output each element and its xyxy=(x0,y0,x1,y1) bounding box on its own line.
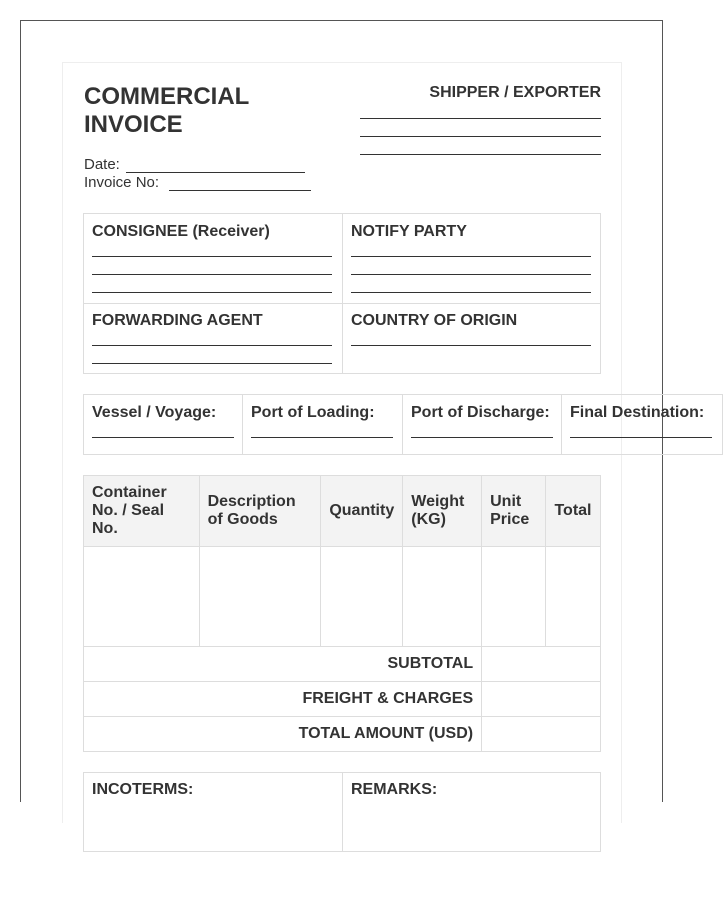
header-weight: Weight (KG) xyxy=(403,476,482,547)
incoterms-label: INCOTERMS: xyxy=(92,781,194,798)
title-line-1: COMMERCIAL xyxy=(84,83,250,110)
consignee-line-1[interactable] xyxy=(92,256,332,257)
notify-party-label: NOTIFY PARTY xyxy=(351,223,467,240)
invoice-no-label: Invoice No: xyxy=(84,174,160,191)
document-viewport xyxy=(20,20,705,802)
final-destination-line[interactable] xyxy=(570,437,712,438)
country-of-origin-label: COUNTRY OF ORIGIN xyxy=(351,312,518,329)
shipper-line-3[interactable] xyxy=(360,154,601,155)
invoice-title xyxy=(84,83,249,139)
total-cell[interactable] xyxy=(545,547,600,647)
header-unit-price: Unit Price xyxy=(482,476,546,547)
vessel-voyage-label: Vessel / Voyage: xyxy=(92,404,217,421)
notify-party-line-2[interactable] xyxy=(351,274,591,275)
shipper-line-1[interactable] xyxy=(360,118,601,119)
header-quantity: Quantity xyxy=(321,476,403,547)
invoice-no-input-line[interactable] xyxy=(169,190,311,191)
shipping-divider-3 xyxy=(561,395,562,454)
shipper-exporter-label: SHIPPER / EXPORTER xyxy=(429,84,601,101)
forwarding-agent-line-2[interactable] xyxy=(92,363,332,364)
port-of-discharge-label: Port of Discharge: xyxy=(411,404,550,421)
date-label: Date: xyxy=(84,156,120,173)
parties-horizontal-divider xyxy=(84,303,600,304)
consignee-label: CONSIGNEE (Receiver) xyxy=(92,223,270,240)
weight-cell[interactable] xyxy=(403,547,482,647)
shipping-row xyxy=(83,394,723,455)
goods-table-header-row xyxy=(84,476,601,547)
header-description: Description of Goods xyxy=(199,476,321,547)
date-field xyxy=(84,156,120,174)
port-of-discharge-line[interactable] xyxy=(411,437,553,438)
goods-table xyxy=(83,475,601,752)
subtotal-value-cell[interactable] xyxy=(482,647,601,682)
description-cell[interactable] xyxy=(199,547,321,647)
freight-value-cell[interactable] xyxy=(482,682,601,717)
invoice-no-field xyxy=(84,174,159,192)
table-row xyxy=(84,547,601,647)
consignee-line-3[interactable] xyxy=(92,292,332,293)
footer-grid xyxy=(83,772,601,852)
header-total: Total xyxy=(545,476,600,547)
total-amount-label: TOTAL AMOUNT (USD) xyxy=(84,717,482,752)
port-of-loading-line[interactable] xyxy=(251,437,393,438)
shipper-line-2[interactable] xyxy=(360,136,601,137)
freight-row xyxy=(84,682,601,717)
freight-label: FREIGHT & CHARGES xyxy=(84,682,482,717)
date-input-line[interactable] xyxy=(126,172,305,173)
footer-divider xyxy=(342,773,343,851)
shipping-divider-1 xyxy=(242,395,243,454)
total-amount-value-cell[interactable] xyxy=(482,717,601,752)
notify-party-line-1[interactable] xyxy=(351,256,591,257)
title-line-2: INVOICE xyxy=(84,111,183,138)
port-of-loading-label: Port of Loading: xyxy=(251,404,375,421)
subtotal-label: SUBTOTAL xyxy=(84,647,482,682)
invoice-sheet xyxy=(62,62,705,823)
header-container-seal: Container No. / Seal No. xyxy=(84,476,200,547)
subtotal-row xyxy=(84,647,601,682)
shipping-divider-2 xyxy=(402,395,403,454)
unit-price-cell[interactable] xyxy=(482,547,546,647)
forwarding-agent-line-1[interactable] xyxy=(92,345,332,346)
final-destination-label: Final Destination: xyxy=(570,404,705,421)
parties-vertical-divider xyxy=(342,214,343,373)
forwarding-agent-label: FORWARDING AGENT xyxy=(92,312,263,329)
container-cell[interactable] xyxy=(84,547,200,647)
country-of-origin-line[interactable] xyxy=(351,345,591,346)
total-amount-row xyxy=(84,717,601,752)
consignee-line-2[interactable] xyxy=(92,274,332,275)
remarks-label: REMARKS: xyxy=(351,781,438,798)
quantity-cell[interactable] xyxy=(321,547,403,647)
vessel-voyage-line[interactable] xyxy=(92,437,234,438)
notify-party-line-3[interactable] xyxy=(351,292,591,293)
parties-grid xyxy=(83,213,601,374)
